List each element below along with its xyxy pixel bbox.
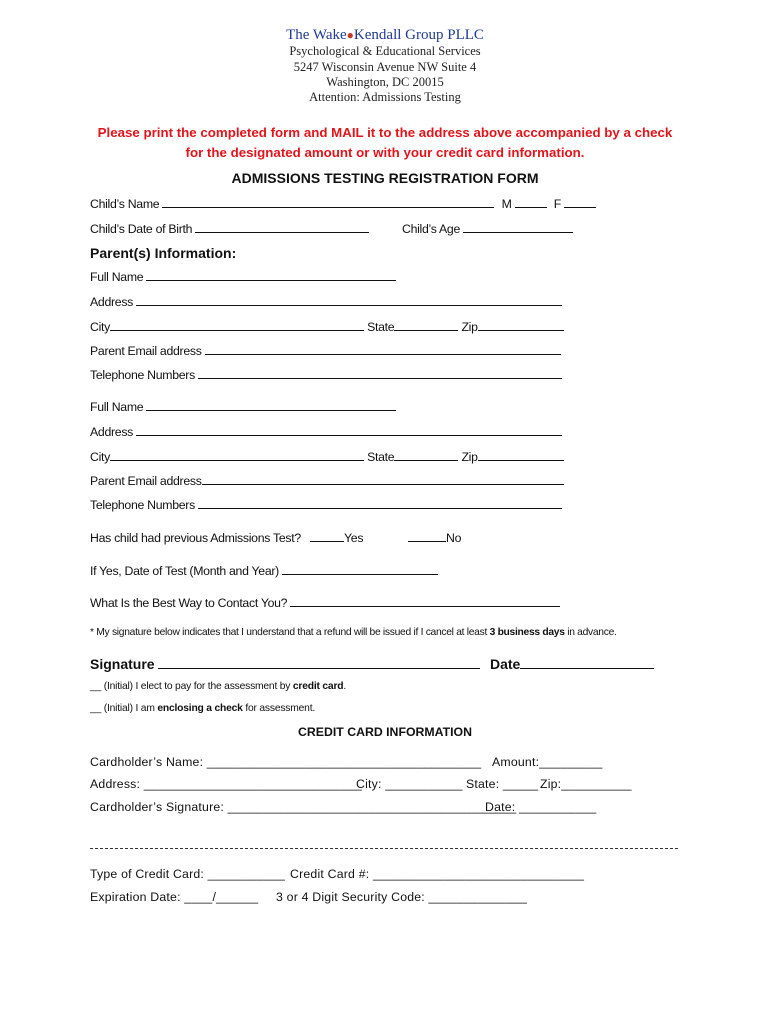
parent1-name-row	[90, 269, 396, 284]
firm-street: 5247 Wisconsin Avenue NW Suite 4	[293, 60, 477, 74]
parent1-phone-label: Telephone Numbers	[90, 368, 195, 382]
test-date-label: If Yes, Date of Test (Month and Year)	[90, 564, 279, 578]
mail-notice	[60, 123, 710, 163]
parent2-state-field[interactable]	[394, 449, 458, 461]
parent2-email-label: Parent Email address	[90, 474, 202, 488]
parent1-name-field[interactable]	[146, 269, 396, 281]
parent2-city-field[interactable]	[110, 449, 364, 461]
mail-notice-line2: for the designated amount or with your credit card information.	[185, 145, 585, 160]
cardholder-name-field[interactable]: Cardholder’s Name: _______________________________________	[90, 755, 482, 769]
refund-text-after: in advance.	[564, 627, 617, 638]
previous-test-yes-field[interactable]	[310, 530, 344, 542]
parent2-name-field[interactable]	[146, 399, 396, 411]
previous-test-yes-label: Yes	[344, 531, 364, 545]
parent2-address-field[interactable]	[136, 424, 562, 436]
parent2-zip-field[interactable]	[478, 449, 564, 461]
child-dob-label: Child’s Date of Birth	[90, 222, 193, 236]
parent1-state-field[interactable]	[394, 319, 458, 331]
expiration-field[interactable]: Expiration Date: ____/______	[90, 890, 259, 904]
initial-credit-card	[90, 681, 346, 692]
parent1-city-label: City	[90, 320, 110, 334]
refund-policy	[90, 627, 617, 638]
form-title: ADMISSIONS TESTING REGISTRATION FORM	[231, 170, 539, 186]
credit-card-heading: CREDIT CARD INFORMATION	[298, 725, 472, 739]
initial-check-after: for assessment.	[242, 703, 316, 714]
signature-date-field[interactable]	[520, 656, 654, 669]
parent2-city-label: City	[90, 450, 110, 464]
previous-test-no	[408, 530, 461, 545]
initial-cc-after: .	[343, 681, 347, 692]
refund-text-bold: 3 business days	[489, 627, 565, 638]
parent1-email-label: Parent Email address	[90, 344, 202, 358]
bullet-icon: ●	[346, 28, 354, 42]
parent1-zip-field[interactable]	[478, 319, 564, 331]
contact-label: What Is the Best Way to Contact You?	[90, 596, 288, 610]
contact-row	[90, 595, 560, 610]
parent2-name-label: Full Name	[90, 400, 144, 414]
parent1-zip-label: Zip	[461, 320, 478, 334]
parents-heading: Parent(s) Information:	[90, 245, 237, 261]
parent2-email-row	[90, 473, 564, 488]
parent2-name-row	[90, 399, 396, 414]
card-number-field[interactable]: Credit Card #: ______________________________	[290, 867, 585, 881]
signature-label: Signature	[90, 656, 155, 672]
refund-text-before: * My signature below indicates that I understand that a refund will be issued if I cancel at least	[90, 627, 490, 638]
parent1-email-row	[90, 343, 561, 358]
previous-test-no-field[interactable]	[408, 530, 446, 542]
previous-test-question: Has child had previous Admissions Test?	[90, 531, 301, 545]
test-date-field[interactable]	[282, 563, 438, 575]
firm-subtitle: Psychological & Educational Services	[289, 44, 481, 58]
firm-name-left: The Wake	[286, 27, 347, 43]
gender-f-label: F	[553, 197, 561, 211]
firm-name	[0, 26, 770, 44]
firm-attention: Attention: Admissions Testing	[309, 90, 461, 104]
amount-field[interactable]: Amount:_________	[492, 755, 603, 769]
signature-field[interactable]	[158, 656, 480, 669]
previous-test-no-label: No	[446, 531, 462, 545]
parent1-city-field[interactable]	[110, 319, 364, 331]
initial-cc-before: __ (Initial) I elect to pay for the assessment by	[90, 681, 293, 692]
test-date-row	[90, 563, 438, 578]
parent1-email-field[interactable]	[205, 343, 561, 355]
parent1-address-row	[90, 294, 562, 309]
gender-m-field[interactable]	[515, 196, 547, 208]
initial-check	[90, 703, 315, 714]
initial-cc-bold: credit card	[292, 681, 344, 692]
signature-row	[90, 656, 480, 672]
cc-state-field[interactable]: State: _____	[466, 777, 539, 791]
mail-notice-line1: Please print the completed form and MAIL it to the address above accompanied by a check	[97, 125, 673, 140]
parent2-email-field[interactable]	[202, 473, 564, 485]
firm-name-right: Kendall Group PLLC	[353, 27, 484, 43]
parent2-phone-row	[90, 497, 562, 512]
child-name-field[interactable]	[162, 196, 494, 208]
parent1-state-label: State	[367, 320, 395, 334]
child-age-row	[402, 221, 573, 236]
gender-m-label: M	[501, 197, 512, 211]
initial-check-before: __ (Initial) I am	[90, 703, 158, 714]
cc-zip-field[interactable]: Zip:__________	[540, 777, 632, 791]
child-dob-row	[90, 221, 369, 236]
gender-f-field[interactable]	[564, 196, 596, 208]
parent2-phone-field[interactable]	[198, 497, 562, 509]
parent2-address-row	[90, 424, 562, 439]
previous-test-row	[90, 530, 363, 545]
parent2-state-label: State	[367, 450, 395, 464]
child-age-field[interactable]	[463, 221, 573, 233]
initial-check-bold: enclosing a check	[157, 703, 243, 714]
parent1-phone-field[interactable]	[198, 367, 562, 379]
parent1-address-label: Address	[90, 295, 134, 309]
parent1-address-field[interactable]	[136, 294, 562, 306]
parent2-city-row	[90, 449, 564, 464]
cc-date-field[interactable]: Date: ___________	[485, 800, 597, 814]
cc-address-field[interactable]: Address: _______________________________	[90, 777, 362, 791]
child-dob-field[interactable]	[195, 221, 369, 233]
child-age-label: Child’s Age	[402, 222, 460, 236]
parent2-phone-label: Telephone Numbers	[90, 498, 195, 512]
signature-date-row	[490, 656, 654, 672]
security-code-field[interactable]: 3 or 4 Digit Security Code: ______________	[276, 890, 528, 904]
cardholder-signature-field[interactable]: Cardholder’s Signature: _________________________________________	[90, 800, 517, 814]
child-name-label: Child’s Name	[90, 197, 160, 211]
parent1-name-label: Full Name	[90, 270, 144, 284]
contact-field[interactable]	[290, 595, 560, 607]
cut-divider	[90, 848, 678, 849]
parent1-city-row	[90, 319, 564, 334]
parent1-phone-row	[90, 367, 562, 382]
signature-date-label: Date	[490, 656, 521, 672]
parent2-zip-label: Zip	[461, 450, 478, 464]
card-type-field[interactable]: Type of Credit Card: ___________	[90, 867, 286, 881]
parent2-address-label: Address	[90, 425, 134, 439]
cc-city-field[interactable]: City: ___________	[356, 777, 463, 791]
firm-city: Washington, DC 20015	[326, 75, 444, 89]
child-name-row	[90, 196, 596, 211]
